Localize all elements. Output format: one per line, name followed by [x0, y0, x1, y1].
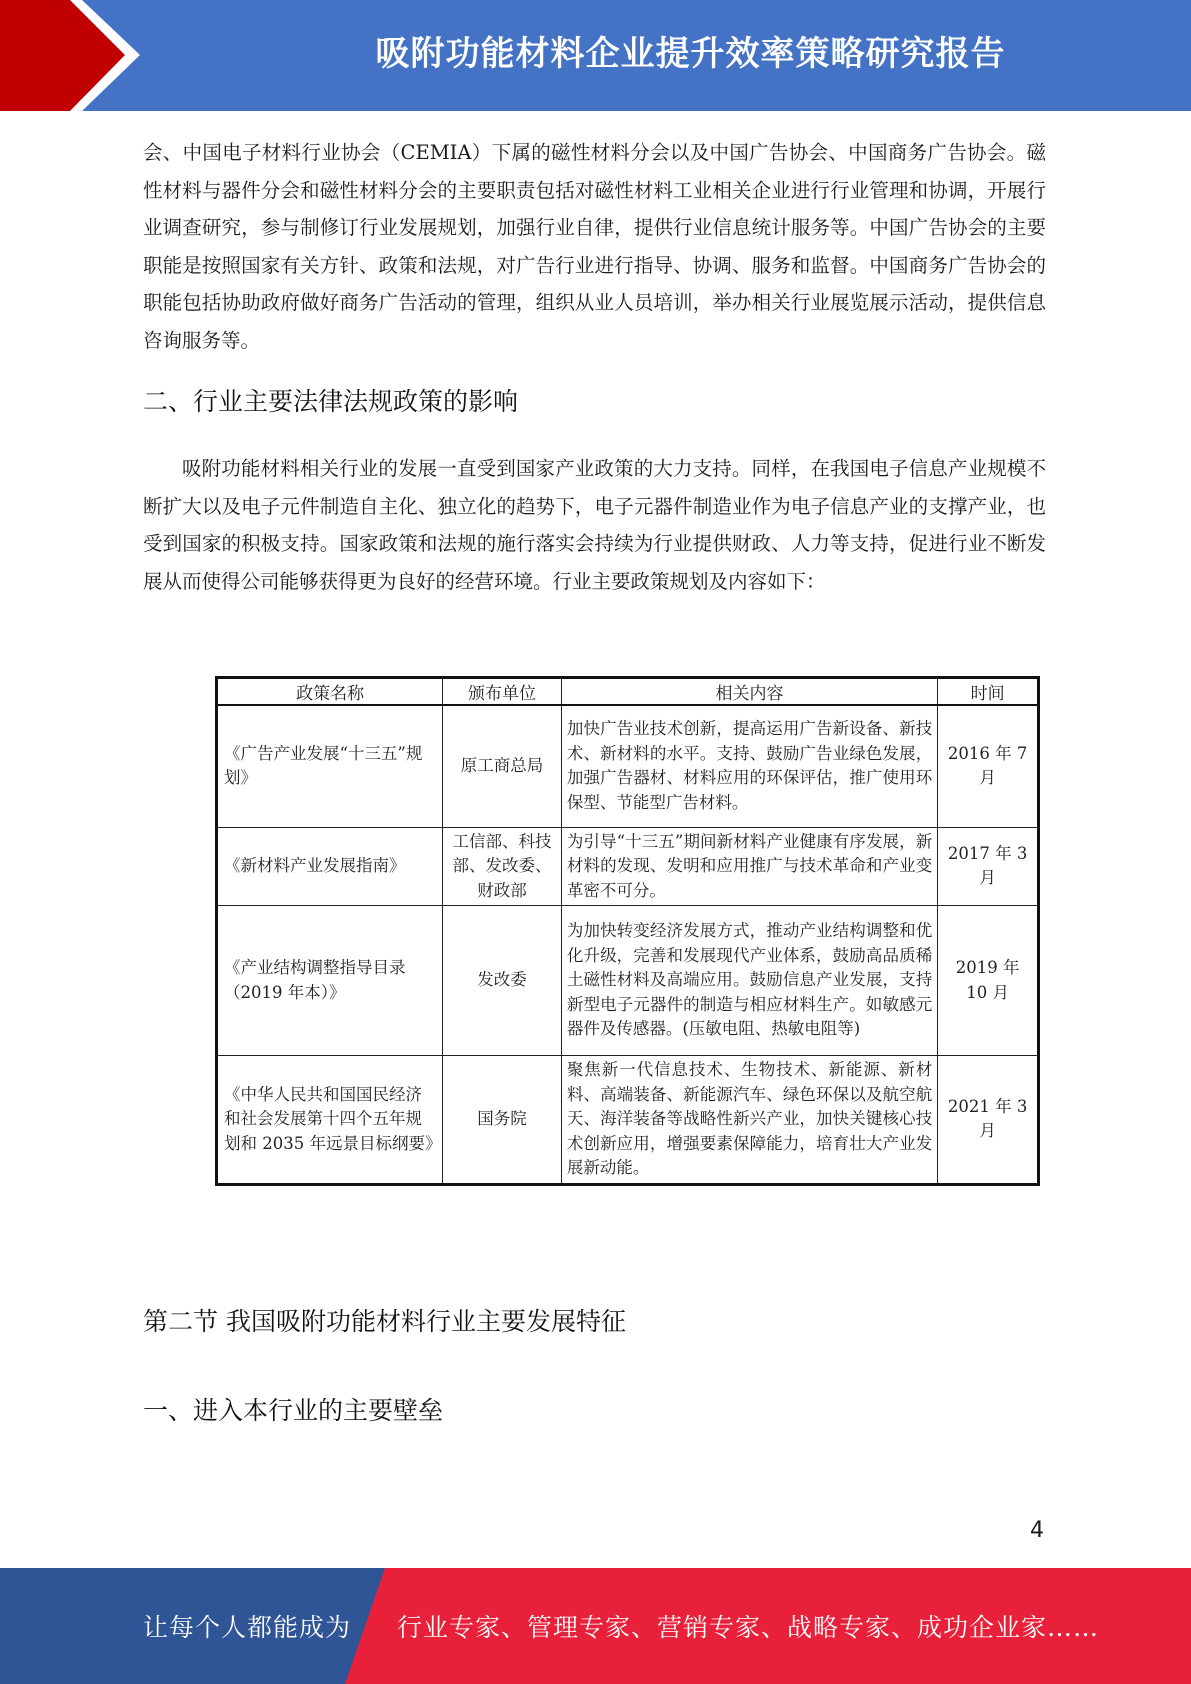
page-number: 4: [1030, 1518, 1044, 1543]
footer-slogan-left: 让每个人都能成为: [143, 1613, 352, 1642]
footer-slogan-right: 行业专家、管理专家、营销专家、战略专家、成功企业家……: [397, 1613, 1100, 1642]
policy-unit: 国务院: [443, 1056, 562, 1185]
table-row: [217, 1056, 1039, 1185]
page-header: [0, 0, 1191, 111]
policy-unit: 发改委: [443, 906, 562, 1056]
policy-name: 《新材料产业发展指南》: [217, 827, 443, 906]
column-header-content: 相关内容: [561, 678, 937, 706]
policy-time: 2017 年 3 月: [938, 827, 1039, 906]
chapter-heading: 第二节 我国吸附功能材料行业主要发展特征: [143, 1307, 626, 1336]
section-heading-barriers: 一、进入本行业的主要壁垒: [143, 1396, 444, 1425]
policy-table: [215, 676, 1040, 1186]
policy-name: 《广告产业发展“十三五”规划》: [217, 705, 443, 827]
policy-content: 加快广告业技术创新，提高运用广告新设备、新技术、新材料的水平。支持、鼓励广告业绿色发展，加强广告器材、材料应用的环保评估，推广使用环保型、节能型广告材料。: [561, 705, 937, 827]
policy-name: 《中华人民共和国国民经济和社会发展第十四个五年规划和 2035 年远景目标纲要》: [217, 1056, 443, 1185]
policy-paragraph: 吸附功能材料相关行业的发展一直受到国家产业政策的大力支持。同样，在我国电子信息产业规模不断扩大以及电子元件制造自主化、独立化的趋势下，电子元器件制造业作为电子信息产业的支撑产业，也受到国家的积极支持。国家政策和法规的施行落实会持续为行业提供财政、人力等支持，促进行业不断发展从而使得公司能够获得更为良好的经营环境。行业主要政策规划及内容如下：: [143, 457, 1046, 593]
policy-time: 2016 年 7 月: [938, 705, 1039, 827]
policy-content: 为加快转变经济发展方式，推动产业结构调整和优化升级，完善和发展现代产业体系，鼓励高品质稀土磁性材料及高端应用。鼓励信息产业发展，支持新型电子元器件的制造与相应材料生产。如敏感元器件及传感器。(压敏电阻、热敏电阻等): [561, 906, 937, 1056]
page-footer: [0, 1568, 1191, 1684]
section-heading-policy: 二、行业主要法律法规政策的影响: [143, 387, 519, 416]
column-header-unit: 颁布单位: [443, 678, 562, 706]
table-row: [217, 827, 1039, 906]
policy-content: 为引导“十三五”期间新材料产业健康有序发展，新材料的发现、发明和应用推广与技术革命和产业变革密不可分。: [561, 827, 937, 906]
table-header-row: [217, 678, 1039, 706]
column-header-time: 时间: [938, 678, 1039, 706]
policy-time: 2019 年 10 月: [938, 906, 1039, 1056]
policy-time: 2021 年 3 月: [938, 1056, 1039, 1185]
policy-unit: 原工商总局: [443, 705, 562, 827]
policy-name: 《产业结构调整指导目录（2019 年本）》: [217, 906, 443, 1056]
policy-content: 聚焦新一代信息技术、生物技术、新能源、新材料、高端装备、新能源汽车、绿色环保以及航空航天、海洋装备等战略性新兴产业，加快关键核心技术创新应用，增强要素保障能力，培育壮大产业发展新动能。: [561, 1056, 937, 1185]
intro-paragraph: 会、中国电子材料行业协会（CEMIA）下属的磁性材料分会以及中国广告协会、中国商务广告协会。磁性材料与器件分会和磁性材料分会的主要职责包括对磁性材料工业相关企业进行行业管理和协调，开展行业调查研究，参与制修订行业发展规划，加强行业自律，提供行业信息统计服务等。中国广告协会的主要职能是按照国家有关方针、政策和法规，对广告行业进行指导、协调、服务和监督。中国商务广告协会的职能包括协助政府做好商务广告活动的管理，组织从业人员培训，举办相关行业展览展示活动，提供信息咨询服务等。: [143, 141, 1046, 352]
header-arrow-decoration: [0, 0, 160, 111]
table-row: [217, 906, 1039, 1056]
table-row: [217, 705, 1039, 827]
report-title: 吸附功能材料企业提升效率策略研究报告: [375, 34, 1006, 74]
policy-unit: 工信部、科技部、发改委、财政部: [443, 827, 562, 906]
column-header-name: 政策名称: [217, 678, 443, 706]
